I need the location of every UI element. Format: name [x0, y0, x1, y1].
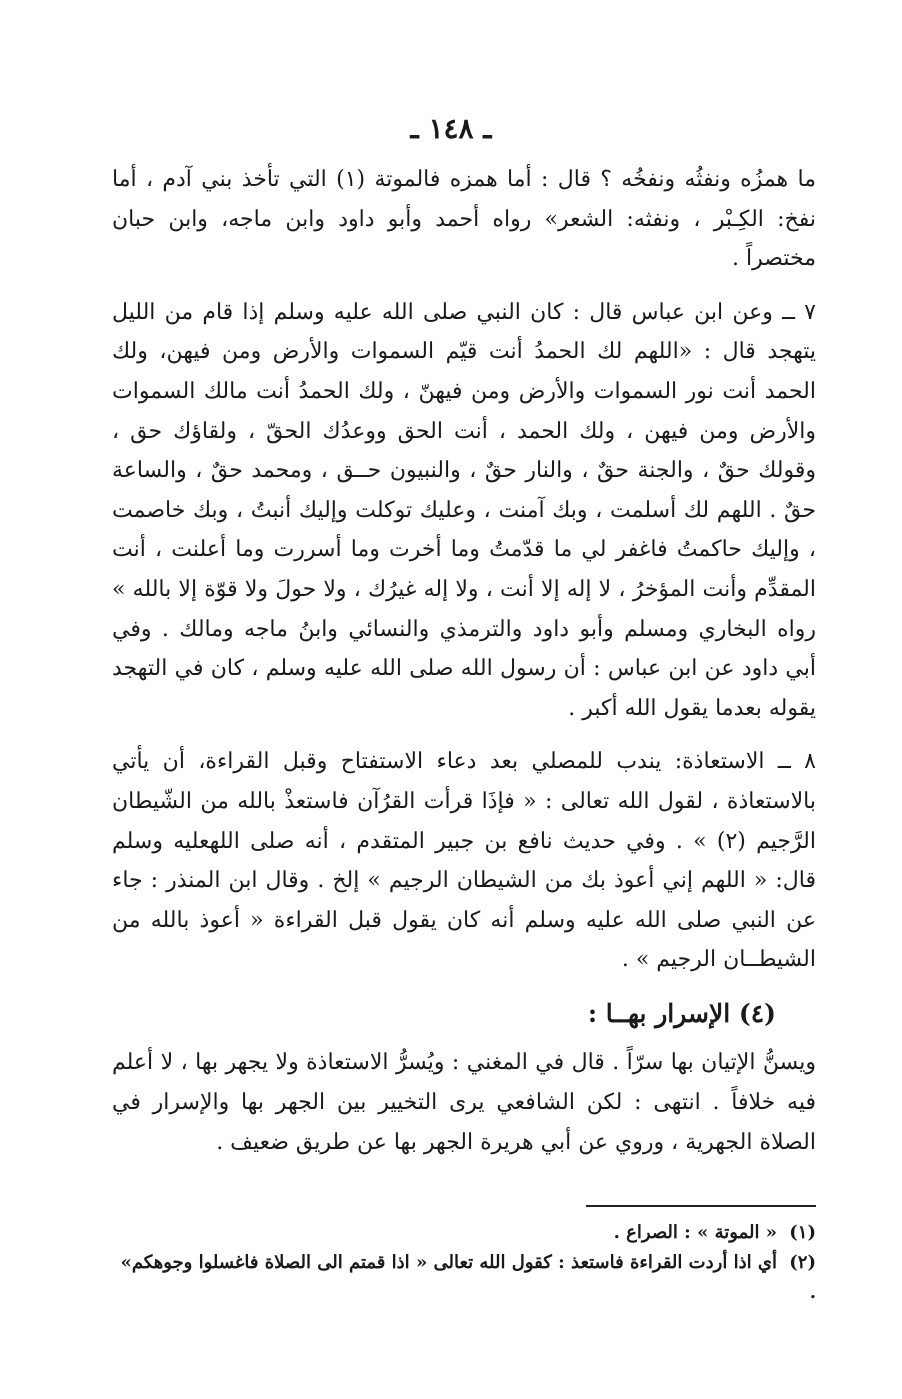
- paragraph-hadith-ending: ما همزُه ونفثُه ونفخُه ؟ قال : أما همزه فالموتة (١) التي تأخذ بني آدم ، أما نفخ: الكِـبْر ، ونفثه: الشعر» رواه أحمد وأبو داود وابن ماجه، وابن حبان مختصراً .: [112, 167, 816, 272]
- footnote-number: (٢): [789, 1252, 816, 1273]
- footnote-2: [112, 1248, 816, 1308]
- footnote-1: [112, 1218, 816, 1248]
- section-heading: (٤) الإسرار بهــا :: [587, 998, 776, 1028]
- paragraph-7-tahajjud-dua: ٧ ــ وعن ابن عباس قال : كان النبي صلى الله عليه وسلم إذا قام من الليل يتهجد قال : «اللهم لك الحمدُ أنت قيّم السموات والأرض ومن فيهن، ولك الحمد أنت نور السموات والأرض ومن فيهنّ ، ولك الحمدُ أنت مالك السموات والأرض ومن فيهن ، ولك الحمد ، أنت الحق ووعدُك الحقّ ، ولقاؤك حق ، وقولك حقٌ ، والجنة حقٌ ، والنار حقٌ ، والنبيون حــق ، ومحمد حقٌ ، والساعة حقٌ . اللهم لك أسلمت ، وبك آمنت ، وعليك توكلت وإليك أنبتُ ، وبك خاصمت ، وإليك حاكمتُ فاغفر لي ما قدّمتُ وما أخرت وما أسررت وما أعلنت ، أنت المقدِّم وأنت المؤخرُ ، لا إله إلا أنت ، ولا إله غيرُك ، ولا حولَ ولا قوّة إلا بالله » رواه البخاري ومسلم وأبو داود والترمذي والنسائي وابنُ ماجه ومالك . وفي أبي داود عن ابن عباس : أن رسول الله صلى الله عليه وسلم ، كان في التهجد يقوله بعدما يقول الله أكبر .: [112, 299, 816, 721]
- paragraph-israr: ويسنُّ الإتيان بها سرّاً . قال في المغني : ويُسرُّ الاستعاذة ولا يجهر بها ، لا أعلم فيه خلافاً . انتهى : لكن الشافعي يرى التخيير بين الجهر بها والإسرار في الصلاة الجهرية ، وروي عن أبي هريرة الجهر بها عن طريق ضعيف .: [112, 1050, 816, 1155]
- page-number: ـ ١٤٨ ـ: [410, 112, 492, 145]
- main-text: [112, 160, 816, 1176]
- footnote-divider: [586, 1205, 816, 1207]
- footnote-text: « الموتة » : الصراع .: [613, 1222, 777, 1243]
- footnote-number: (١): [789, 1222, 816, 1243]
- paragraph-8-istiadha: ٨ ــ الاستعاذة: يندب للمصلي بعد دعاء الاستفتاح وقبل القراءة، أن يأتي بالاستعاذة ، لقول الله تعالى : « فإذَا قرأت القرُآن فاستعذْ بالله من الشّيطان الرَّجيم (٢) » . وفي حديث نافع بن جبير المتقدم ، أنه صلى اللهعليه وسلم قال: « اللهم إني أعوذ بك من الشيطان الرجيم » إلخ . وقال ابن المنذر : جاء عن النبي صلى الله عليه وسلم أنه كان يقول قبل القراءة « أعوذ بالله من الشيطــان الرجيم » .: [112, 749, 816, 973]
- footnotes: [112, 1218, 816, 1308]
- footnote-text: أي اذا أردت القراءة فاستعذ : كقول الله تعالى « اذا قمتم الى الصلاة فاغسلوا وجوهكم» .: [120, 1252, 816, 1303]
